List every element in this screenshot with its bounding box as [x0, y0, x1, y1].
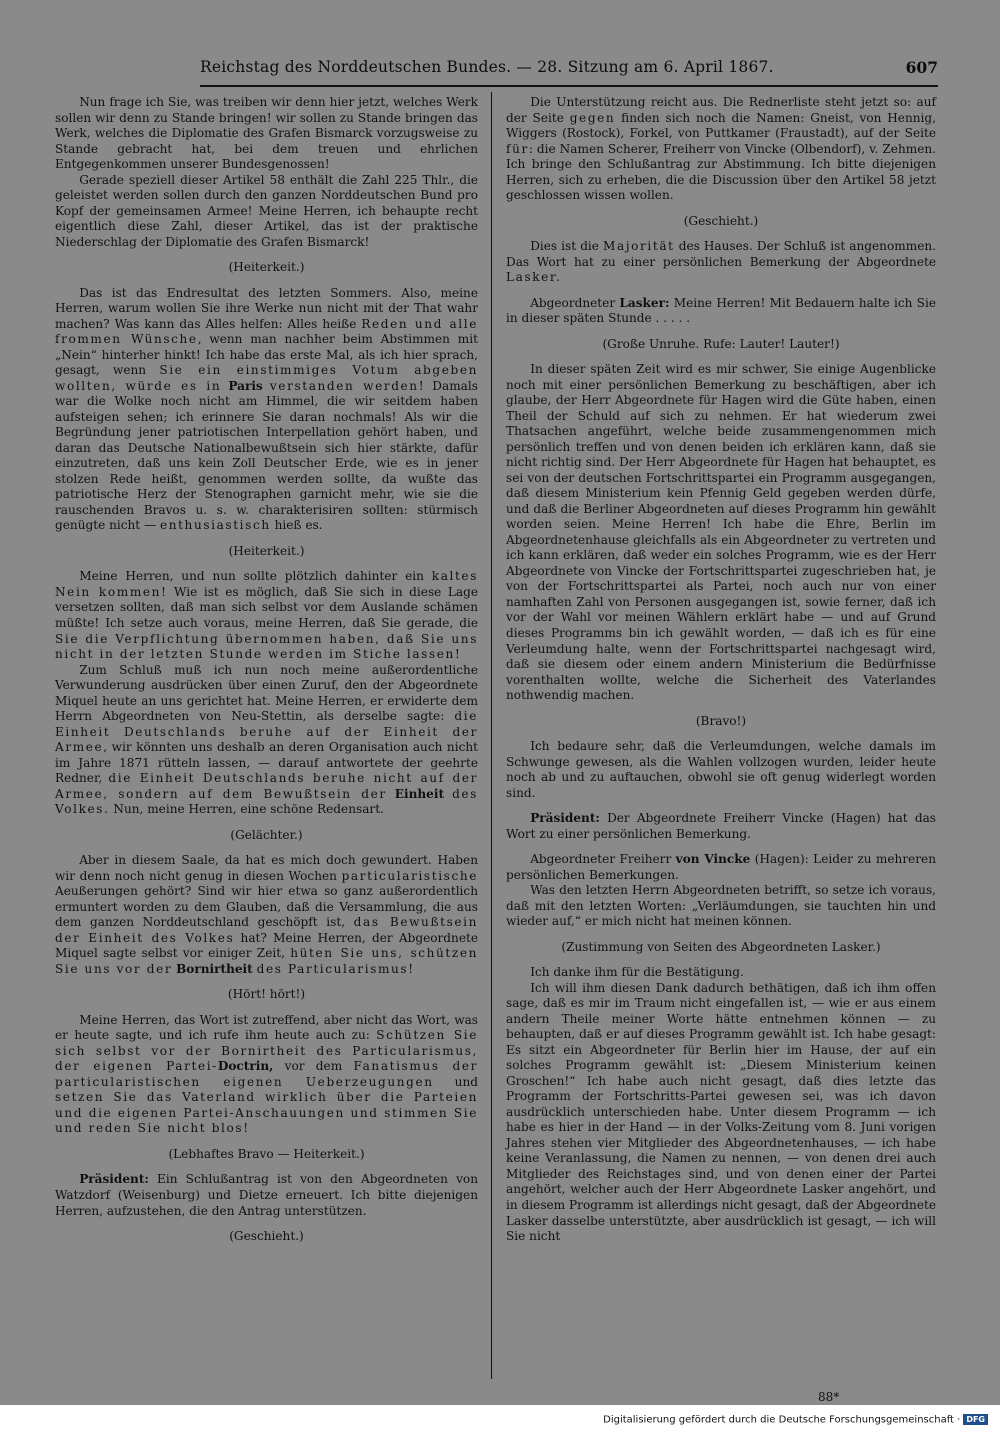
- stage-direction: (Heiterkeit.): [228, 260, 305, 275]
- paragraph: Präsident: Der Abgeordnete Freiherr Vincke (Hagen) hat das Wort zu einer persönlichen Bemerkung.: [506, 811, 936, 841]
- paragraph: Das ist das Endresultat des letzten Sommers. Also, meine Herren, warum wollen Sie ihre Werke nun nicht mit der That wahr machen? Was kann das Alles helfen: Alles heiße Reden und alle frommen Wünsche, wenn man nachher beim Abstimmen mit „Nein“ hinterher hinkt! Ich habe das erste Mal, als ich hier sprach, gesagt, wenn Sie ein einstimmiges Votum abgeben wollten, würde es in Paris verstanden werden! Damals war die Wolke noch nicht am Himmel, die wir seitdem haben aufsteigen sehen; ich erinnere Sie daran nochmals! Als wir die Begründung jener patriotischen Interpellation gehört haben, und daran das Deutsche Nationalbewußtsein sich hier stärkte, dafür einzutreten, daß uns kein Zoll Deutscher Erde, wie es in jener stolzen Rede heißt, genommen werden sollte, da wußte das patriotische Herz der Stenographen garnicht mehr, wie sie die rauschenden Bravos u. s. w. charakterisiren sollten: stürmisch genügte nicht — enthusiastisch hieß es.: [55, 285, 478, 533]
- paragraph: Abgeordneter Lasker: Meine Herren! Mit Bedauern halte ich Sie in dieser späten Stunde . . . . .: [506, 295, 936, 326]
- stage-direction: (Geschieht.): [229, 1229, 304, 1244]
- credit-text: Digitalisierung gefördert durch die Deutsche Forschungsgemeinschaft ·: [603, 1414, 961, 1426]
- page-number: 607: [905, 58, 938, 77]
- stage-direction: (Hört! hört!): [227, 987, 306, 1002]
- dfg-logo: DFG: [963, 1414, 988, 1425]
- paragraph: Präsident: Ein Schlußantrag ist von den Abgeordneten von Watzdorf (Weisenburg) und Dietze erneuert. Ich bitte diejenigen Herren, aufzustehen, die den Antrag unterstützen.: [55, 1172, 478, 1218]
- column-divider: [491, 92, 492, 1379]
- stage-direction: (Gelächter.): [230, 827, 303, 842]
- paragraph: Die Unterstützung reicht aus. Die Rednerliste steht jetzt so: auf der Seite gegen finden sich noch die Namen: Gneist, von Hennig, Wiggers (Rostock), Forkel, von Puttkamer (Fraustadt), auf der Seite für: die Namen Scherer, Freiherr von Vincke (Olbendorf), v. Zehmen. Ich bringe den Schlußantrag zur Abstimmung. Ich bitte diejenigen Herren, sich zu erheben, die die Discussion über den Artikel 58 jetzt geschlossen wissen wollen.: [506, 95, 936, 203]
- right-column: [506, 95, 936, 1245]
- paragraph: Ich bedaure sehr, daß die Verleumdungen, welche damals im Schwunge gewesen, als die Wahlen vollzogen wurden, leider heute noch ab und zu auftauchen, obwohl sie oft genug widerlegt worden sind.: [506, 739, 936, 800]
- paragraph: In dieser späten Zeit wird es mir schwer, Sie einige Augenblicke noch mit einer persönlichen Bemerkung zu beschäftigen, aber ich glaube, der Herr Abgeordnete für Hagen wird die Güte haben, einen Theil der Schuld auf sich zu nehmen. Er hat wiederum zwei Thatsachen angeführt, welche beide zusammengenommen mich persönlich treffen und von denen beiden ich erklären kann, daß sie nicht richtig sind. Der Herr Abgeordnete für Hagen hat behauptet, es sei von der deutschen Fortschrittspartei ein Programm ausgegangen, daß diesem Ministerium kein Pfennig Geld gegeben werden dürfe, und daß die Berliner Abgeordneten auf dieses Programm hin gewählt worden seien. Meine Herren! Ich habe die Ehre, Berlin im Abgeordnetenhause gleichfalls als ein Abgeordneter zu vertreten und ich kann erklären, daß weder ein solches Programm, wie es der Herr Abgeordnete von Vincke der Fortschrittspartei zugeschrieben hat, je von der Fortschrittspartei als Partei, noch auch nur von einer namhaften Zahl von Personen ausgegangen ist, sowie ferner, daß ich vor der Wahl vor meinen Wählern erklärt habe — und auf Grund dieses Programms bin ich gewählt worden, — daß ich es für eine Verleumdung halte, wenn der Fortschrittspartei nachgesagt wird, daß sie diesem oder einem andern Ministerium die Bedürfnisse vorenthalten wollte, welche die Sicherheit des Vaterlandes nothwendig machen.: [506, 362, 936, 703]
- paragraph: Nun frage ich Sie, was treiben wir denn hier jetzt, welches Werk sollen wir denn zu Stande bringen! wir sollen zu Stande bringen das Werk, welches die Diplomatie des Grafen Bismarck vorzugsweise zu Stande gebracht hat, bei dem treuen und ehrlichen Entgegenkommen unserer Bundesgenossen!: [55, 95, 478, 172]
- running-header: [200, 57, 938, 87]
- signature-mark: 88*: [818, 1390, 840, 1404]
- stage-direction: (Heiterkeit.): [228, 543, 305, 558]
- paragraph: Meine Herren, und nun sollte plötzlich dahinter ein kaltes Nein kommen! Wie ist es möglich, daß Sie sich in diese Lage versetzen sollten, daß man sich selbst vor dem Auslande schämen müßte! Ich setze auch voraus, meine Herren, daß Sie gerade, die Sie die Verpflichtung übernommen haben, daß Sie uns nicht in der letzten Stunde werden im Stiche lassen!: [55, 569, 478, 662]
- digitization-credit: [603, 1414, 988, 1426]
- left-column: [55, 95, 478, 1255]
- paragraph: Ich will ihm diesen Dank dadurch bethätigen, daß ich ihm offen sage, daß es mir im Traum nicht eingefallen ist, — wie er aus einem andern Theile meiner Worte hätte entnehmen können — zu behaupten, daß er auf dieses Programm gewählt ist. Ich habe gesagt: Es sitzt ein Abgeordneter für Berlin hier im Hause, der auf ein solches Programm gewählt ist: „Diesem Ministerium keinen Groschen!“ Ich habe auch nicht gesagt, daß dies letzte das Programm der Fortschritts-Partei gewesen sei, was ich davon ausdrücklich unterschieden habe. Unter diesem Programm — ich habe es hier in der Hand — in der Volks-Zeitung vom 8. Juni vorigen Jahres stehen vier Mitglieder des Abgeordnetenhauses, — ich habe keine Veranlassung, die Namen zu nennen, — von denen drei auch Mitglieder des Reichstages sind, und von denen einer der Partei angehört, welcher auch der Herr Abgeordnete Lasker angehört, und in diesem Programm ist allerdings nicht gesagt, daß der Abgeordnete Lasker dasselbe unterstützte, aber ausdrücklich ist gesagt, — ich will Sie nicht: [506, 980, 936, 1244]
- paragraph: Zum Schluß muß ich nun noch meine außerordentliche Verwunderung ausdrücken über einen Zuruf, den der Abgeordnete Miquel heute an uns gerichtet hat. Meine Herren, er erwiderte dem Herrn Abgeordneten von Neu-Stettin, als derselbe sagte: die Einheit Deutschlands beruhe auf der Einheit der Armee, wir könnten uns deshalb an deren Organisation auch nicht im Jahre 1871 rütteln lassen, — darauf antwortete der geehrte Redner, die Einheit Deutschlands beruhe nicht auf der Armee, sondern auf dem Bewußtsein der Einheit des Volkes. Nun, meine Herren, eine schöne Redensart.: [55, 662, 478, 817]
- paragraph: Abgeordneter Freiherr von Vincke (Hagen): Leider zu mehreren persönlichen Bemerkungen.: [506, 852, 936, 882]
- paragraph: Was den letzten Herrn Abgeordneten betrifft, so setze ich voraus, daß mit den letzten Worten: „Verläumdungen, sie tauchten hin und wieder auf,“ er mich nicht hat meinen können.: [506, 883, 936, 929]
- stage-direction: (Geschieht.): [683, 213, 759, 228]
- paragraph: Aber in diesem Saale, da hat es mich doch gewundert. Haben wir denn noch nicht genug in diesen Wochen particularistische Aeußerungen gehört? Sind wir hier etwa so ganz außerordentlich ermuntert worden zu dem Glauben, daß die Versammlung, die aus dem ganzen Norddeutschland geschöpft ist, das Bewußtsein der Einheit des Volkes hat? Meine Herren, der Abgeordnete Miquel sagte selbst vor einiger Zeit, hüten Sie uns, schützen Sie uns vor der Bornirtheit des Particularismus!: [55, 853, 479, 976]
- stage-direction: (Große Unruhe. Rufe: Lauter! Lauter!): [602, 336, 840, 351]
- paragraph: Meine Herren, das Wort ist zutreffend, aber nicht das Wort, was er heute sagte, und ich rufe ihm heute auch zu: Schützen Sie sich selbst vor der Bornirtheit des Particularismus, der eigenen Partei-Doctrin, vor dem Fanatismus der particularistischen eigenen Ueberzeugungen und setzen Sie das Vaterland wirklich über die Parteien und die eigenen Partei-Anschauungen und stimmen Sie und reden Sie nicht blos!: [55, 1012, 478, 1136]
- paragraph: Gerade speziell dieser Artikel 58 enthält die Zahl 225 Thlr., die geleistet werden sollen durch den ganzen Norddeutschen Bund pro Kopf der gemeinsamen Armee! Meine Herren, ich behaupte recht eigentlich diese Zahl, dieser Artikel, das ist der praktische Niederschlag der Diplomatie des Grafen Bismarck!: [55, 172, 478, 249]
- paragraph: Ich danke ihm für die Bestätigung.: [530, 965, 744, 980]
- stage-direction: (Bravo!): [695, 713, 747, 728]
- paragraph: Dies ist die Majorität des Hauses. Der Schluß ist angenommen. Das Wort hat zu einer persönlichen Bemerkung der Abgeordnete Lasker.: [506, 239, 936, 285]
- stage-direction: (Lebhaftes Bravo — Heiterkeit.): [168, 1146, 365, 1161]
- stage-direction: (Zustimmung von Seiten des Abgeordneten Lasker.): [561, 939, 881, 954]
- header-title: Reichstag des Norddeutschen Bundes. — 28. Sitzung am 6. April 1867.: [200, 58, 774, 76]
